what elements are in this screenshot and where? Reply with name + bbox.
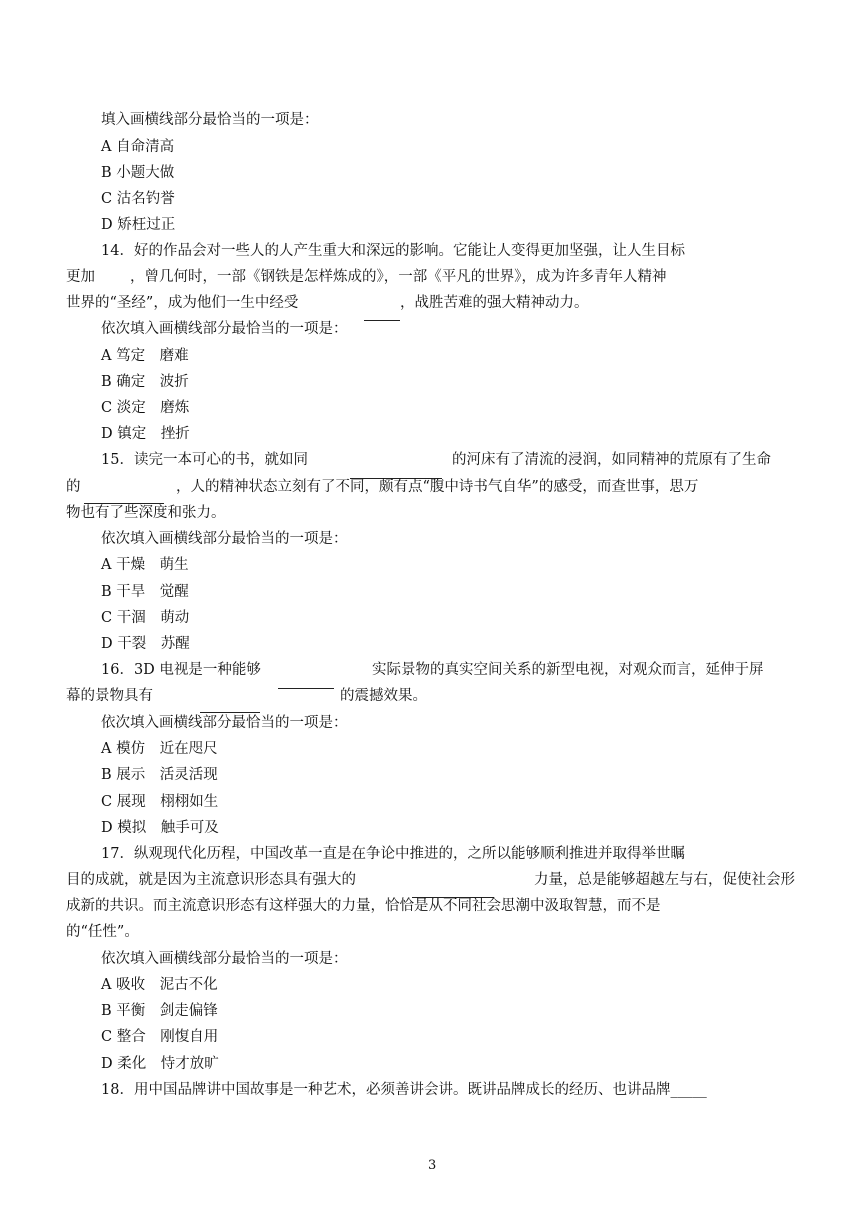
q17-option-a: A 吸收 泥古不化 (101, 977, 218, 993)
q17-text-line2a: 目的成就，就是因为主流意识形态具有强大的 (66, 872, 356, 888)
q16-text-line1a: 16．3D 电视是一种能够 (101, 662, 261, 678)
q17-option-d: D 柔化 恃才放旷 (101, 1056, 219, 1072)
q15-option-b: B 干旱 觉醒 (101, 584, 189, 600)
q13-option-d: D 矫枉过正 (101, 217, 176, 233)
q16-option-b: B 展示 活灵活现 (101, 767, 218, 783)
q17-text-line4: 的“任性”。 (66, 924, 139, 940)
q17-text-line2b: 力量，总是能够超越左与右，促使社会形 (534, 872, 795, 888)
q16-option-d: D 模拟 触手可及 (101, 820, 219, 836)
q16-option-a: A 模仿 近在咫尺 (101, 741, 218, 757)
q15-option-d: D 干裂 苏醒 (101, 636, 190, 652)
q15-text-line2a: 的 (66, 479, 81, 495)
q14-prompt: 依次填入画横线部分最恰当的一项是： (101, 321, 348, 337)
q14-option-a: A 笃定 磨难 (101, 348, 189, 364)
q15-text-line2b: ，人的精神状态立刻有了不同，颇有点“腹中诗书气自华”的感受，而查世事，思万 (176, 479, 699, 495)
q14-option-b: B 确定 波折 (101, 374, 189, 390)
q15-option-c: C 干涸 萌动 (101, 610, 190, 626)
q17-text-line3: 成新的共识。而主流意识形态有这样强大的力量，恰恰是从不同社会思潮中汲取智慧，而不是 (66, 898, 661, 914)
q15-text-line1a: 15．读完一本可心的书，就如同 (101, 452, 308, 468)
q14-option-d: D 镇定 挫折 (101, 426, 190, 442)
q16-prompt: 依次填入画横线部分最恰当的一项是： (101, 715, 348, 731)
q14-text-line3b: ，战胜苦难的强大精神动力。 (400, 295, 589, 311)
q15-option-a: A 干燥 萌生 (101, 557, 189, 573)
q14-text-line1: 14．好的作品会对一些人的人产生重大和深远的影响。它能让人变得更加坚强，让人生目标 (101, 243, 685, 259)
q14-text-line2a: 更加 (66, 269, 95, 285)
q13-option-c: C 沽名钓誉 (101, 191, 175, 207)
q16-option-c: C 展现 栩栩如生 (101, 794, 219, 810)
q17-text-line1: 17．纵观现代化历程，中国改革一直是在争论中推进的，之所以能够顺利推进并取得举世瞩 (101, 846, 685, 862)
page-number: 3 (428, 1158, 437, 1173)
q14-text-line3a: 世界的“圣经”，成为他们一生中经受 (66, 295, 299, 311)
q15-prompt: 依次填入画横线部分最恰当的一项是： (101, 531, 348, 547)
q15-text-line3: 物也有了些深度和张力。 (66, 505, 226, 521)
q14-option-c: C 淡定 磨炼 (101, 400, 190, 416)
q17-option-b: B 平衡 剑走偏锋 (101, 1003, 218, 1019)
q16-text-line2b: 的震撼效果。 (340, 688, 427, 704)
q14-blank-underline (364, 320, 400, 321)
q15-text-line1b: 的河床有了清流的浸润，如同精神的荒原有了生命 (452, 452, 771, 468)
q16-blank-underline-1 (278, 688, 334, 689)
q18-text-line1: 18．用中国品牌讲中国故事是一种艺术，必须善讲会讲。既讲品牌成长的经历、也讲品牌_____ (101, 1082, 707, 1098)
q13-option-a: A 自命清高 (101, 139, 175, 155)
q14-text-line2b: ，曾几何时，一部《钢铁是怎样炼成的》，一部《平凡的世界》，成为许多青年人精神 (130, 269, 667, 285)
q13-option-b: B 小题大做 (101, 165, 175, 181)
q17-prompt: 依次填入画横线部分最恰当的一项是： (101, 951, 348, 967)
q17-option-c: C 整合 刚愎自用 (101, 1029, 219, 1045)
q16-text-line1b: 实际景物的真实空间关系的新型电视，对观众而言，延伸于屏 (372, 662, 764, 678)
q16-text-line2a: 幕的景物具有 (66, 688, 153, 704)
q13-prompt: 填入画横线部分最恰当的一项是： (101, 112, 319, 128)
